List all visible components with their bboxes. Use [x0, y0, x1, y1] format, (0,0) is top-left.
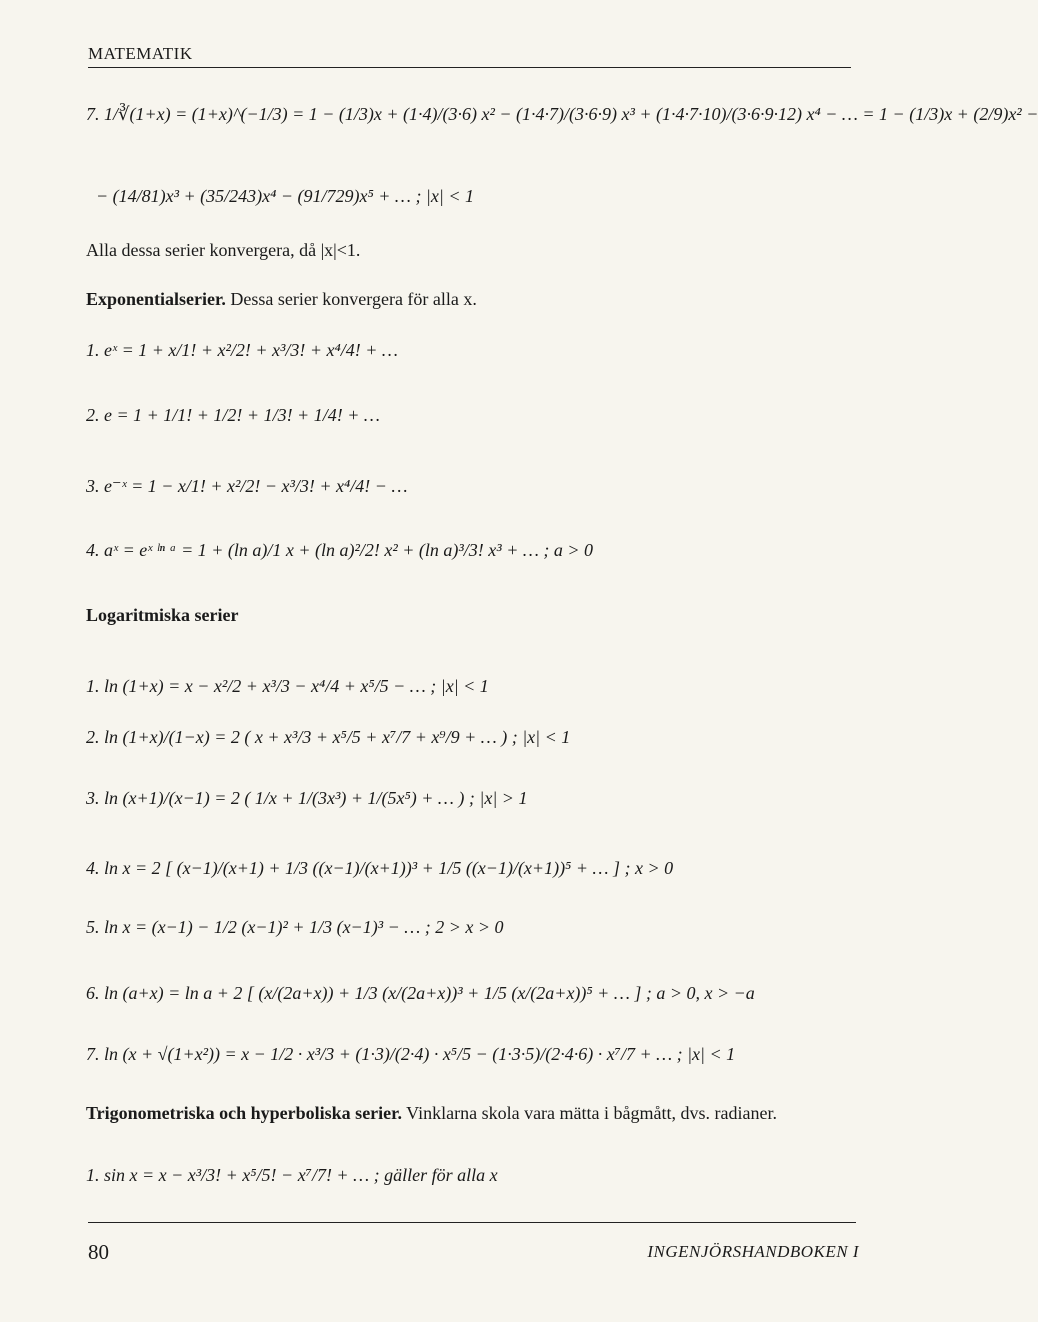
logarithmic-series-5: 5. ln x = (x−1) − 1/2 (x−1)² + 1/3 (x−1)³ − … ; 2 > x > 0 [86, 917, 504, 937]
logarithmic-series-7: 7. ln (x + √(1+x²)) = x − 1/2 · x³/3 + (1·3)/(2·4) · x⁵/5 − (1·3·5)/(2·4·6) · x⁷/7 + … ; |x| < 1 [86, 1044, 736, 1064]
logarithmic-series-1: 1. ln (1+x) = x − x²/2 + x³/3 − x⁴/4 + x⁵/5 − … ; |x| < 1 [86, 676, 489, 696]
exponential-series-1: 1. eˣ = 1 + x/1! + x²/2! + x³/3! + x⁴/4! + … [86, 340, 398, 360]
logarithmic-series-6: 6. ln (a+x) = ln a + 2 [ (x/(2a+x)) + 1/3 (x/(2a+x))³ + 1/5 (x/(2a+x))⁵ + … ] ; a > 0, x > −a [86, 983, 755, 1003]
trigonometric-series-1: 1. sin x = x − x³/3! + x⁵/5! − x⁷/7! + … ; gäller för alla x [86, 1165, 498, 1185]
logarithmic-series-2: 2. ln (1+x)/(1−x) = 2 ( x + x³/3 + x⁵/5 + x⁷/7 + x⁹/9 + … ) ; |x| < 1 [86, 727, 571, 747]
exponential-series-4: 4. aˣ = eˣ ˡⁿ ᵃ = 1 + (ln a)/1 x + (ln a)²/2! x² + (ln a)³/3! x³ + … ; a > 0 [86, 540, 593, 560]
exponential-heading [86, 289, 477, 310]
exponential-heading-rest: Dessa serier konvergera för alla x. [225, 289, 477, 309]
logarithmic-heading-bold: Logaritmiska serier [86, 605, 239, 625]
exponential-series-2: 2. e = 1 + 1/1! + 1/2! + 1/3! + 1/4! + … [86, 405, 380, 425]
exponential-heading-bold: Exponentialserier. [86, 289, 226, 309]
logarithmic-series-3: 3. ln (x+1)/(x−1) = 2 ( 1/x + 1/(3x³) + 1/(5x⁵) + … ) ; |x| > 1 [86, 788, 528, 808]
footer-divider [88, 1222, 856, 1223]
exponential-series-3: 3. e⁻ˣ = 1 − x/1! + x²/2! − x³/3! + x⁴/4! − … [86, 476, 408, 496]
book-title: INGENJÖRSHANDBOKEN I [647, 1242, 859, 1261]
logarithmic-series-4: 4. ln x = 2 [ (x−1)/(x+1) + 1/3 ((x−1)/(x+1))³ + 1/5 ((x−1)/(x+1))⁵ + … ] ; x > 0 [86, 858, 674, 878]
binomial-series-7-line1: 7. 1/∛(1+x) = (1+x)^(−1/3) = 1 − (1/3)x + (1·4)/(3·6) x² − (1·4·7)/(3·6·9) x³ + (1·4·7·10)/(3·6·9·12) x⁴ − … = 1 − (1/3)x + (2/9)x² − [86, 104, 1038, 124]
binomial-series-7-line2: − (14/81)x³ + (35/243)x⁴ − (91/729)x⁵ + … ; |x| < 1 [96, 186, 474, 206]
page-number: 80 [88, 1240, 109, 1264]
convergence-note: Alla dessa serier konvergera, då |x|<1. [86, 240, 361, 260]
trigonometric-heading [86, 1100, 861, 1126]
logarithmic-heading [86, 605, 238, 626]
trigonometric-heading-rest: Vinklarna skola vara mätta i bågmått, dvs. radianer. [402, 1103, 777, 1123]
trigonometric-heading-bold: Trigonometriska och hyperboliska serier. [86, 1103, 402, 1123]
header-divider [88, 67, 851, 68]
page-header-title: MATEMATIK [88, 44, 193, 63]
